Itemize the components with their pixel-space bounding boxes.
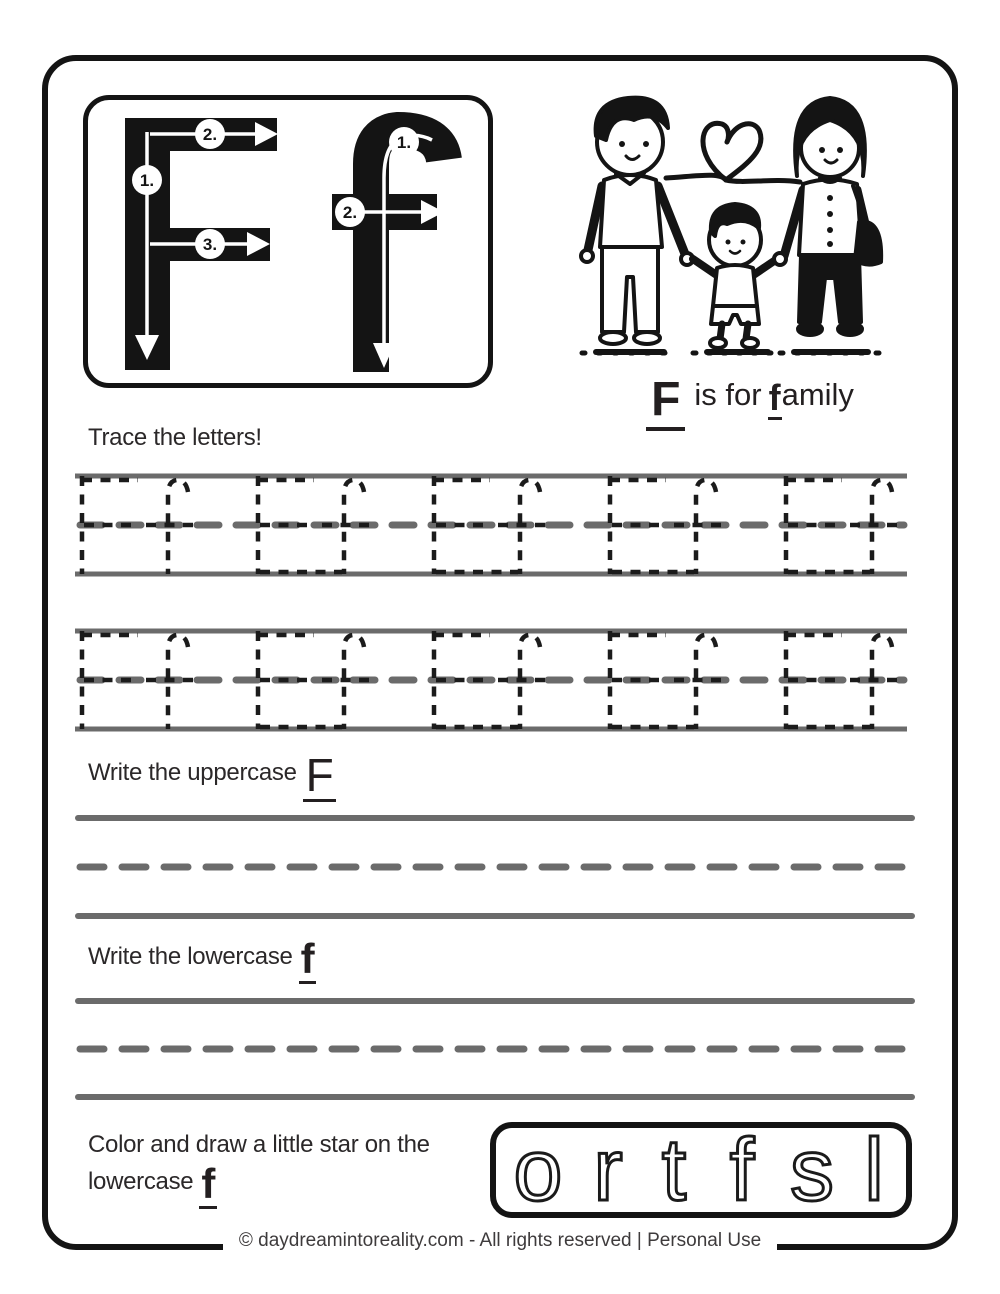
footer bbox=[0, 1228, 1000, 1254]
child-figure bbox=[693, 204, 777, 348]
letters-to-color-box bbox=[490, 1122, 912, 1218]
step-1-lower: 1. bbox=[396, 133, 412, 152]
caption-word-initial: f bbox=[768, 377, 781, 418]
color-letter: o bbox=[513, 1128, 563, 1212]
color-letter: f bbox=[729, 1128, 755, 1212]
write-uppercase-text: Write the uppercase bbox=[88, 759, 297, 786]
write-lowercase-text: Write the lowercase bbox=[88, 943, 293, 970]
footer-text: © daydreamintoreality.com - All rights reserved | Personal Use bbox=[223, 1228, 777, 1254]
color-task-target-letter: f bbox=[201, 1160, 216, 1208]
write-lowercase-letter: f bbox=[300, 935, 315, 982]
family-illustration bbox=[530, 72, 930, 372]
write-uppercase-letter: F bbox=[303, 752, 337, 802]
practice-line-solid bbox=[75, 814, 915, 822]
step-2-upper: 2. bbox=[202, 125, 218, 144]
write-uppercase-label bbox=[88, 749, 336, 802]
trace-row-1 bbox=[72, 466, 912, 581]
caption bbox=[540, 373, 960, 431]
color-task-instructions bbox=[88, 1126, 488, 1209]
trace-row-2 bbox=[72, 621, 912, 736]
outline-letters bbox=[496, 1128, 906, 1212]
ground-dots bbox=[582, 352, 886, 353]
trace-section-label: Trace the letters! bbox=[88, 424, 262, 451]
dad-figure bbox=[581, 98, 693, 344]
step-2-lower: 2. bbox=[342, 203, 358, 222]
lowercase-f-glyph bbox=[332, 130, 444, 372]
caption-word-rest: amily bbox=[781, 377, 854, 412]
step-1-upper: 1. bbox=[139, 171, 155, 190]
mom-figure bbox=[774, 98, 881, 335]
practice-line-dashed bbox=[75, 863, 915, 871]
heart-doodle bbox=[666, 123, 800, 182]
caption-letter: F bbox=[646, 376, 685, 431]
color-letter: r bbox=[593, 1128, 623, 1212]
letter-guide-graphic bbox=[88, 100, 488, 383]
step-3-upper: 3. bbox=[202, 235, 218, 254]
color-letter: s bbox=[790, 1128, 834, 1212]
caption-middle: is for bbox=[694, 377, 762, 412]
practice-line-solid bbox=[75, 997, 915, 1005]
color-task-line1: Color and draw a little star on the bbox=[88, 1131, 430, 1158]
color-letter: t bbox=[661, 1128, 687, 1212]
letter-guide-box bbox=[83, 95, 493, 388]
color-task-line2: lowercase bbox=[88, 1168, 194, 1196]
color-letter: l bbox=[864, 1128, 884, 1212]
practice-line-solid bbox=[75, 912, 915, 920]
practice-line-dashed bbox=[75, 1045, 915, 1053]
practice-line-solid bbox=[75, 1093, 915, 1101]
write-lowercase-label bbox=[88, 935, 316, 984]
